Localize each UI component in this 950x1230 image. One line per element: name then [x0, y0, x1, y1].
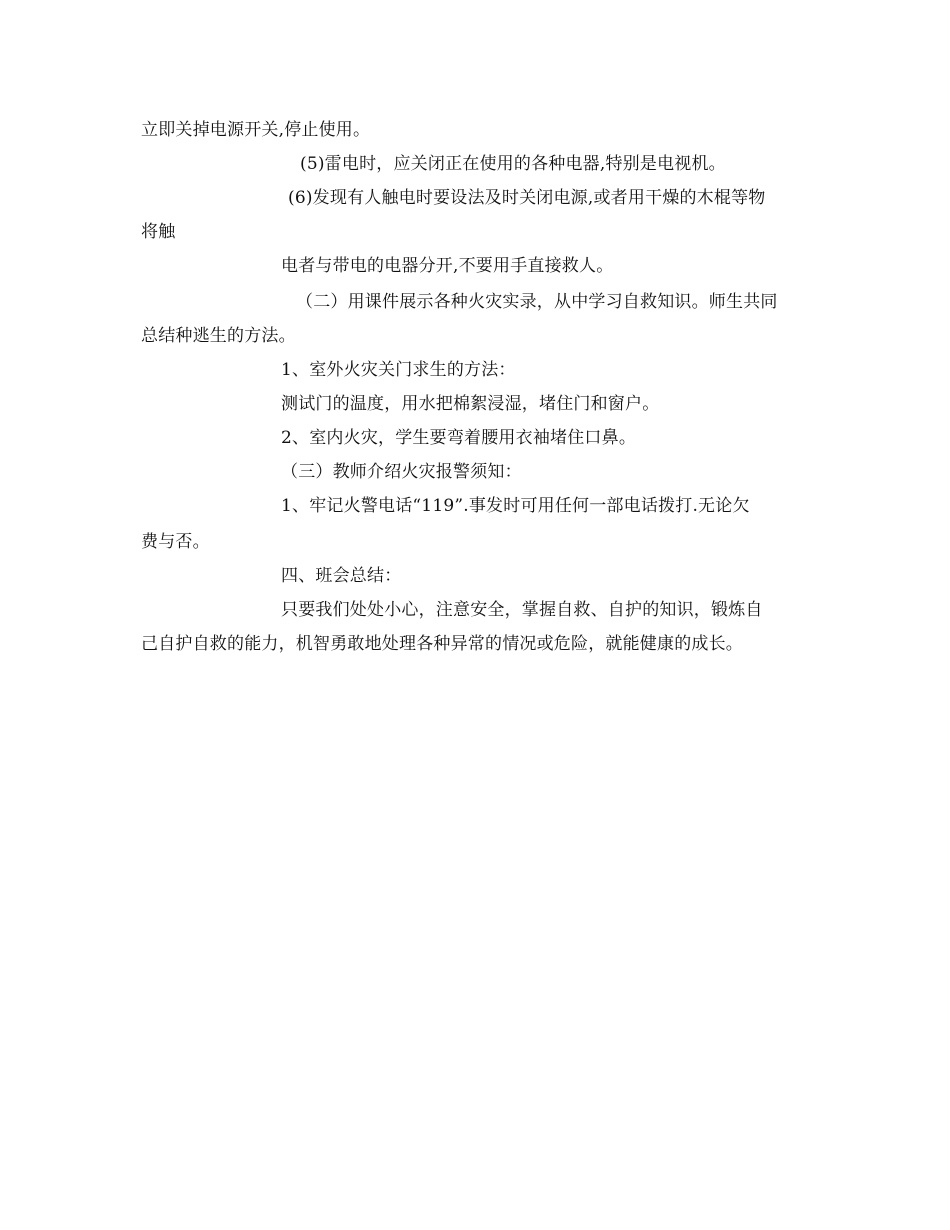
section-heading: （二）用课件展示各种火灾实录，从中学习自救知识。师生共同 [296, 292, 778, 312]
text-line: (5)雷电时，应关闭正在使用的各种电器,特别是电视机。 [300, 154, 726, 174]
text-line: 总结种逃生的方法。 [141, 326, 296, 346]
text-line: 将触 [141, 222, 176, 242]
text-line: 费与否。 [141, 532, 210, 552]
list-item: 1、牢记火警电话“119”.事发时可用任何一部电话拨打.无论欠 [281, 496, 750, 516]
text-line: 只要我们处处小心，注意安全，掌握自救、自护的知识，锻炼自 [281, 600, 763, 620]
text-line: 电者与带电的电器分开,不要用手直接救人。 [281, 256, 614, 276]
section-heading: 四、班会总结： [281, 566, 402, 586]
section-heading: （三）教师介绍火灾报警须知： [281, 462, 522, 482]
list-item: 1、室外火灾关门求生的方法： [281, 360, 516, 380]
text-line: 己自护自救的能力，机智勇敢地处理各种异常的情况或危险，就能健康的成长。 [141, 634, 743, 654]
text-line: 立即关掉电源开关,停止使用。 [141, 120, 371, 140]
text-line: 测试门的温度，用水把棉絮浸湿，堵住门和窗户。 [281, 394, 660, 414]
list-item: 2、室内火灾，学生要弯着腰用衣袖堵住口鼻。 [281, 428, 637, 448]
text-line: (6)发现有人触电时要设法及时关闭电源,或者用干燥的木棍等物 [288, 188, 766, 208]
